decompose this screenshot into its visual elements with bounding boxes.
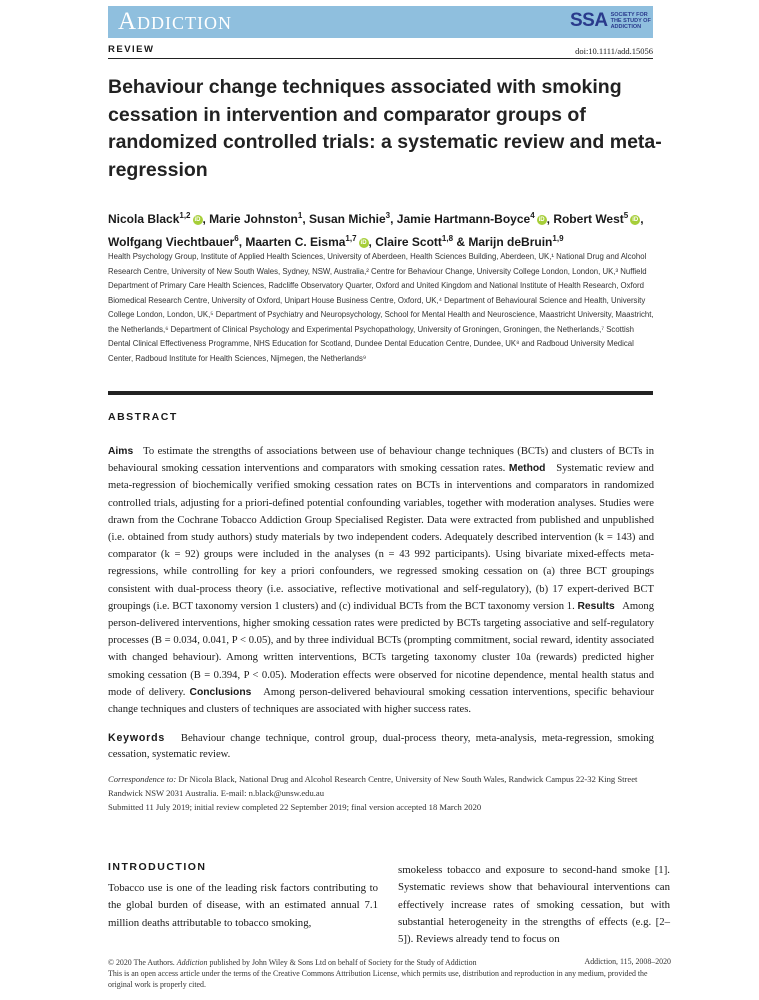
article-title: Behaviour change techniques associated with smoking cessation in intervention and comparator groups of randomized controlled trials: a systematic review and meta-regression xyxy=(108,76,662,181)
author-name: Maarten C. Eisma xyxy=(245,235,346,249)
author-affiliation-marker: 6 xyxy=(234,234,239,243)
keywords-label: Keywords xyxy=(108,732,166,744)
journal-name: Addiction xyxy=(118,8,233,35)
author-affiliation-marker: 1,2 xyxy=(179,211,191,220)
affiliations: Health Psychology Group, Institute of Applied Health Sciences, University of Aberdeen, Health Sciences Building, Aberdeen, UK,¹ National Drug and Alcohol Research Centre, University of New South Wales, Sydney, NSW, Australia,² Centre for Behaviour Change, University College London, London, UK,³ Nuffield Department of Primary Care Health Sciences, Radcliffe Observatory Quarter, Oxford and United Kingdom and National Institute of Health Research, Oxford Biomedical Research Centre, University of Oxford, Unipart House Business Centre, Oxford, UK,⁴ Department of Behavioural Science and Health, University College London, London, UK,⁵ Department of Psychiatry and Neuropsychology, School for Mental Health and Neuroscience, Maastricht University, Maastricht, the Netherlands,⁶ Department of Clinical Psychology and Experimental Psychopathology, University of Groningen, Groningen, the Netherlands,⁷ Scottish Dental Clinical Effectiveness Programme, NHS Education for Scotland, Dundee Dental Education Centre, Dundee, UK⁸ and Radboud University Medical Center, Radboud Institute for Health Sciences, Nijmegen, the Netherlands⁹ xyxy=(108,252,654,363)
author-name: Jamie Hartmann-Boyce xyxy=(396,212,531,226)
ssa-logo-text: SOCIETY FOR THE STUDY OF ADDICTION xyxy=(610,12,651,30)
ssa-logo-mark: SSA xyxy=(570,10,608,31)
author-name: Wolfgang Viechtbauer xyxy=(108,235,235,249)
results-label: Results xyxy=(577,600,615,612)
author-affiliation-marker: 1,8 xyxy=(441,234,454,243)
abstract-body xyxy=(108,443,654,718)
author-name: Susan Michie xyxy=(308,212,386,226)
method-label: Method xyxy=(508,463,546,475)
ssa-logo[interactable] xyxy=(570,10,655,32)
orcid-icon[interactable]: iD xyxy=(632,216,639,223)
citation: Addiction, 115, 2008–2020 xyxy=(584,957,671,966)
correspondence-text: Dr Nicola Black, National Drug and Alcohol Research Centre, University of New South Wales, Randwick Campus 22-32 King Street Randwick NSW 2031 Australia. E-mail: n.black@unsw.edu.au xyxy=(108,774,638,798)
author-affiliation-marker: 4 xyxy=(530,211,535,220)
author-affiliation-marker: 1,7 xyxy=(345,234,357,243)
conclusions-label: Conclusions xyxy=(189,686,252,698)
author-name: Claire Scott xyxy=(375,235,442,249)
author-list: Nicola Black$^{1,2}$ iD , Marie Johnston$^1$, Susan Michie$^3$, Jamie Hartmann-Boyce$^4$ iD , Robert West$^5$ iD , Wolfgang Viechtbauer$^6$, Maarten C. Eisma$^{1,7}$ iD , Claire Scott$^{1,8}$ & Marijn deBruin$^{1,9}$ xyxy=(108,211,644,249)
page-footer xyxy=(108,957,654,990)
author-name: Robert West xyxy=(553,212,624,226)
author-name: Marijn deBruin xyxy=(468,235,553,249)
author-affiliation-marker: 3 xyxy=(385,211,391,220)
license-text: This is an open access article under the terms of the Creative Commons Attribution License, which permits use, distribution and reproduction in any medium, provided the original work is properly cited. xyxy=(108,969,648,989)
doi[interactable]: doi:10.1111/add.15056 xyxy=(575,46,653,56)
keywords xyxy=(108,730,654,763)
introduction-column-1: Tobacco use is one of the leading risk factors contributing to the global burden of disease, with an estimated annual 7.1 million deaths attributable to tobacco smoking, xyxy=(108,882,378,929)
copyright-prefix: © 2020 The Authors. xyxy=(108,958,175,967)
submission-dates: Submitted 11 July 2019; initial review completed 22 September 2019; final version accepted 18 March 2020 xyxy=(108,802,482,812)
orcid-icon[interactable]: iD xyxy=(538,216,545,223)
orcid-icon[interactable]: iD xyxy=(360,239,367,246)
correspondence xyxy=(108,772,654,800)
correspondence-label: Correspondence to: xyxy=(108,774,177,784)
results-text: Among person-delivered interventions, higher smoking cessation rates were predicted by BCTs targeting associative and self-regulatory processes (B = 0.034, 0.041, P < 0.05), and by three individual BCTs (prompting commitment, social reward, identity associated with changed behaviour). Among written interventions, BCTs targeting taxonomy cluster 10a (rewards) predicted higher smoking cessation (B = 0.394, P < 0.05). Moderation effects were observed for nicotine dependence, mental health status and mode of delivery. xyxy=(108,600,654,698)
author-affiliation-marker: 5 xyxy=(623,211,629,220)
aims-text: To estimate the strengths of associations between use of behaviour change techniques (BCTs) and clusters of BCTs in behavioural smoking cessation interventions and comparators with smoking cessation rates. xyxy=(108,446,654,475)
header-rule xyxy=(108,58,653,59)
orcid-icon[interactable]: iD xyxy=(194,216,201,223)
abstract-heading: ABSTRACT xyxy=(108,411,178,423)
abstract-rule xyxy=(108,391,653,395)
method-text: Systematic review and meta-regression of biochemically verified smoking cessation rates on BCTs in interventions and comparators in randomized controlled trials, adjusting for a priori-defined potential confounding variables, together with moderation analyses. Studies were drawn from the Cochrane Tobacco Addiction Group Specialised Register. Data were extracted from published and unpublished (i.e. obtained from study authors) study materials by two independent coders. Adequately described intervention (k = 143) and comparator (k = 92) groups were included in the analyses (n = 43 992 participants). Using bivariate mixed-effects meta-regressions, while controlling for key a priori confounders, we regressed smoking cessation on (a) three BCT groupings consistent with dual-process theory (i.e. associative, reflective motivational and self-regulatory), (b) 17 expert-derived BCT groupings (i.e. BCT taxonomy version 1 clusters) and (c) individual BCTs from the BCT taxonomy version 1. xyxy=(108,463,654,612)
article-section-label: REVIEW xyxy=(108,44,155,55)
author-name: Nicola Black xyxy=(108,212,180,226)
introduction-column-2: smokeless tobacco and exposure to second-hand smoke [1]. Systematic reviews show that behavioural interventions can effectively increase rates of smoking cessation, but with substantial heterogeneity in the strengths of effects (e.g. [2–5]). Reviews already tend to focus on xyxy=(398,864,670,946)
conclusions-text: Among person-delivered behavioural smoking cessation interventions, specific behaviour change techniques and clusters of techniques are associated with higher success rates. xyxy=(108,686,654,716)
copyright-rest: published by John Wiley & Sons Ltd on behalf of Society for the Study of Addiction xyxy=(209,958,477,967)
copyright-journal: Addiction xyxy=(176,958,208,967)
author-name: Marie Johnston xyxy=(209,212,298,226)
author-affiliation-marker: 1 xyxy=(297,211,303,220)
author-affiliation-marker: 1,9 xyxy=(552,234,564,243)
keywords-text: Behaviour change technique, control group, dual-process theory, meta-analysis, meta-regression, smoking cessation, systematic review. xyxy=(108,733,654,760)
aims-label: Aims xyxy=(108,446,134,457)
introduction-heading: INTRODUCTION xyxy=(108,861,207,873)
